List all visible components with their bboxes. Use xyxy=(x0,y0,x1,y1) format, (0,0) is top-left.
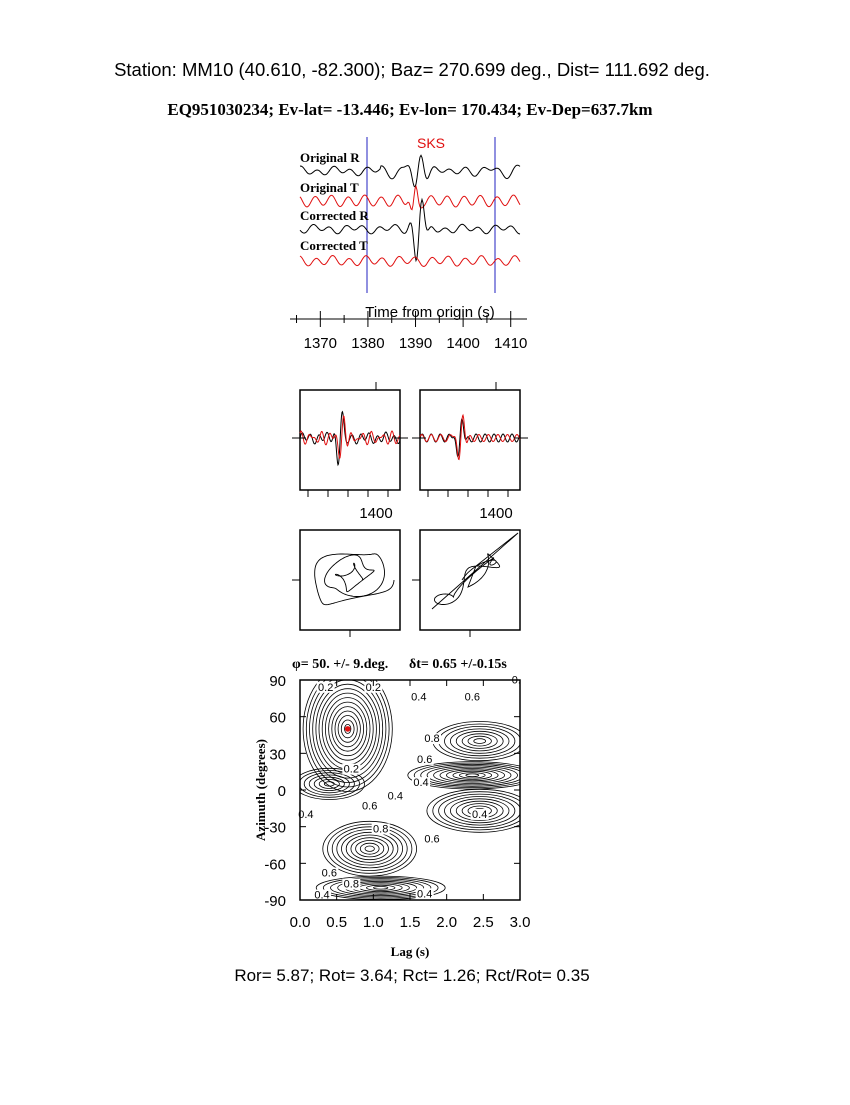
contour-y-tick-label: 30 xyxy=(269,746,286,764)
contour-label: 0.8 xyxy=(343,878,359,891)
contour-line xyxy=(332,827,407,871)
contour-line xyxy=(342,832,398,865)
particle-motion-panels xyxy=(292,530,520,637)
contour-label: 0.6 xyxy=(417,753,433,766)
particle-motion-original xyxy=(300,530,400,630)
waveform-tick-label-original: 1400 xyxy=(359,505,393,522)
time-tick-label: 1390 xyxy=(398,335,433,352)
contour-title-dt: δt= 0.65 +/-0.15s xyxy=(409,657,507,672)
contour-label: 0.2 xyxy=(318,681,334,694)
contour-line xyxy=(414,763,530,788)
contour-y-tick-label: -90 xyxy=(264,893,286,910)
time-tick-label: 1380 xyxy=(351,335,385,352)
contour-line xyxy=(365,846,374,851)
contour-x-axis-label: Lag (s) xyxy=(390,944,430,959)
time-axis-label: Time from origin (s) xyxy=(365,304,495,321)
contour-x-tick-label: 3.0 xyxy=(509,914,531,931)
particle-motion-corrected xyxy=(420,530,520,630)
waveform-corrected-red xyxy=(420,415,520,459)
contour-label: 0.8 xyxy=(373,823,389,836)
contour-label: 0.4 xyxy=(387,790,403,803)
best-fit-marker xyxy=(345,726,351,732)
contour-line xyxy=(440,769,505,783)
contour-line xyxy=(459,773,485,778)
contour-label: 0.6 xyxy=(424,833,440,846)
contour-line xyxy=(360,843,379,854)
contour-x-tick-label: 2.0 xyxy=(436,914,458,931)
contour-label: 0.2 xyxy=(343,763,359,776)
contour-label: 0.8 xyxy=(424,733,440,746)
trace-label-original-t: Original T xyxy=(300,180,359,195)
contour-y-tick-label: 60 xyxy=(269,709,286,727)
contour-y-tick-label: 0 xyxy=(277,783,286,800)
waveform-panel-corrected xyxy=(420,390,520,522)
particle-motion-original-path xyxy=(315,554,394,605)
contour-line xyxy=(433,722,527,761)
contour-label: 0.4 xyxy=(314,889,330,902)
contour-label: 0.4 xyxy=(472,808,488,821)
contour-line xyxy=(468,736,491,746)
particle-motion-ticks xyxy=(292,580,470,637)
contour-y-tick-label: -30 xyxy=(264,819,286,837)
contour-line xyxy=(474,739,486,744)
contour-label: 0.6 xyxy=(464,691,480,704)
contour-y-tick-label: 90 xyxy=(269,673,286,690)
energy-contour-plot xyxy=(253,657,537,959)
time-tick-label: 1370 xyxy=(303,335,338,352)
contour-title-phi: φ= 50. +/- 9.deg. xyxy=(292,657,389,672)
contour-x-tick-label: 1.5 xyxy=(399,914,421,931)
waveform-panel-original xyxy=(300,390,400,522)
station-header: Station: MM10 (40.610, -82.300); Baz= 270.699 deg., Dist= 111.692 deg. xyxy=(114,59,710,80)
seismogram-panel xyxy=(290,135,527,352)
contour-x-tick-label: 2.5 xyxy=(472,914,494,931)
contour-y-tick-label: -60 xyxy=(264,856,286,874)
contour-x-tick-label: 0.5 xyxy=(326,914,348,931)
contour-line xyxy=(421,764,524,786)
contour-label: 0.4 xyxy=(417,888,433,901)
phase-label: SKS xyxy=(416,135,446,151)
contour-label: 0.4 xyxy=(298,808,314,821)
contour-label: 0.2 xyxy=(365,681,381,694)
contour-x-tick-label: 1.0 xyxy=(362,914,384,931)
contour-y-axis-label: Azimuth (degrees) xyxy=(253,739,268,841)
time-tick-label: 1400 xyxy=(446,335,480,352)
trace-corrected-t xyxy=(300,256,520,267)
time-tick-label: 1410 xyxy=(494,335,528,352)
event-header: EQ951030234; Ev-lat= -13.446; Ev-lon= 170.434; Ev-Dep=637.7km xyxy=(167,100,653,119)
contour-line xyxy=(456,731,503,751)
contour-label: 0.4 xyxy=(413,777,429,790)
trace-label-corrected-r: Corrected R xyxy=(300,208,369,223)
waveform-panels xyxy=(292,382,528,522)
contour-line xyxy=(328,824,412,873)
contour-line xyxy=(466,774,479,777)
contour-line xyxy=(450,729,509,753)
waveform-tick-label-corrected: 1400 xyxy=(479,505,513,522)
trace-label-corrected-t: Corrected T xyxy=(300,238,368,253)
contour-line xyxy=(366,885,395,890)
contour-line xyxy=(445,726,515,755)
contour-label: 0.6 xyxy=(362,800,378,813)
particle-motion-corrected-path xyxy=(432,533,518,609)
contour-line xyxy=(351,838,389,860)
contour-label: 0. xyxy=(511,674,521,687)
trace-label-original-r: Original R xyxy=(300,150,360,165)
contour-label: 0.6 xyxy=(321,867,337,880)
contour-label: 0.4 xyxy=(411,691,427,704)
splitting-ratios: Ror= 5.87; Rot= 3.64; Rct= 1.26; Rct/Rot= 0.35 xyxy=(234,966,590,985)
contour-line xyxy=(374,887,388,890)
contour-x-tick-label: 0.0 xyxy=(289,914,311,931)
contour-line xyxy=(346,835,393,862)
contour-line xyxy=(309,775,349,793)
